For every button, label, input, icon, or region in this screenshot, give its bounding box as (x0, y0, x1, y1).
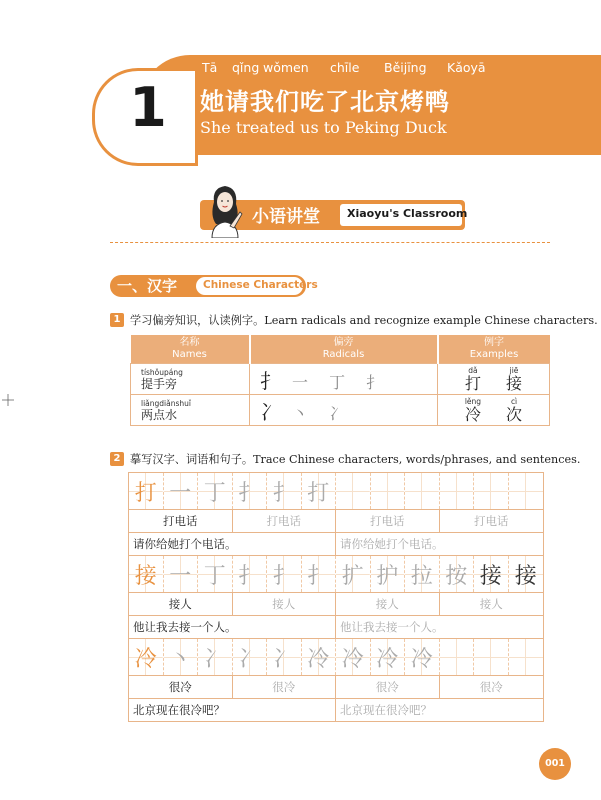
tracing-cell[interactable]: 打 (302, 473, 337, 509)
word-trace[interactable]: 接人 (336, 593, 440, 615)
instruction-english: Trace Chinese characters, words/phrases, and sentences. (253, 453, 581, 466)
radical-name-pinyin: tíshǒupáng (141, 367, 183, 377)
sentence-model: 北京现在很冷吧？ (129, 699, 336, 721)
radical-name-cell (131, 364, 250, 395)
pinyin-word: qǐng (232, 60, 260, 75)
header-en: Radicals (322, 349, 365, 360)
divider (110, 242, 550, 243)
radical-name-pinyin: liǎngdiǎnshuǐ (141, 398, 191, 408)
table-header-row (131, 335, 550, 364)
tracing-word-row (128, 675, 544, 698)
radical-name-cell (131, 395, 250, 426)
instruction-chinese: 摹写汉字、词语和句子。 (130, 453, 254, 466)
instruction-chinese: 学习偏旁知识，认读例字。 (130, 314, 265, 327)
tracing-word-row (128, 509, 544, 532)
exercise-number-badge: 2 (110, 452, 124, 466)
exercise-instruction (130, 312, 598, 328)
column-header-names (131, 335, 250, 364)
tracing-cell[interactable]: 扌 (233, 556, 268, 592)
table-row (131, 395, 550, 426)
tracing-cell[interactable]: 拉 (405, 556, 440, 592)
word-trace[interactable]: 很冷 (336, 676, 440, 698)
pinyin-word: Běijīng (384, 60, 427, 75)
pinyin-word: Tā (202, 60, 218, 75)
word-trace[interactable]: 打电话 (336, 510, 440, 532)
tracing-cell[interactable]: 扌 (267, 556, 302, 592)
tracing-sentence-row (128, 698, 544, 722)
example-character: jiē 接 (506, 365, 523, 393)
word-trace[interactable]: 很冷 (479, 680, 503, 694)
tracing-cell[interactable]: 按 (440, 556, 475, 592)
tracing-cell[interactable]: 冷 (405, 639, 440, 675)
table-row (131, 364, 550, 395)
header-en: Examples (469, 349, 519, 360)
tracing-cell[interactable]: 冫 (198, 639, 233, 675)
tracing-cell[interactable]: 打 (129, 473, 164, 509)
radicals-table (130, 335, 550, 426)
header-zh: 偏旁 (333, 337, 354, 348)
word-trace[interactable]: 打电话 (233, 510, 337, 532)
tracing-cell[interactable] (371, 473, 406, 509)
lesson-title-chinese: 她请我们吃了北京烤鸭 (200, 88, 450, 116)
examples-cell (438, 395, 550, 426)
tracing-cell[interactable]: 冷 (302, 639, 337, 675)
section-title-chinese: 一、汉字 (117, 277, 178, 295)
tracing-cell[interactable]: 扌 (267, 473, 302, 509)
tracing-cell[interactable] (405, 473, 440, 509)
tracing-character-row (128, 638, 544, 675)
tracing-cell[interactable]: 接 (129, 556, 164, 592)
word-model: 打电话 (129, 510, 233, 532)
radical-cell (250, 364, 438, 395)
tracing-cell[interactable]: 一 (164, 556, 199, 592)
radical-stroke-order: 一 丁 扌 (292, 372, 391, 392)
example-character: cì 次 (506, 396, 523, 424)
sentence-trace[interactable]: 北京现在很冷吧？ (340, 703, 432, 717)
tracing-cell[interactable]: 扌 (302, 556, 337, 592)
tracing-cell[interactable]: 冫 (233, 639, 268, 675)
tracing-cell[interactable]: 冷 (336, 639, 371, 675)
sentence-model: 请你给她打个电话。 (129, 533, 336, 555)
tracing-cell[interactable]: 接 (509, 556, 544, 592)
tracing-cell[interactable]: 丁 (198, 473, 233, 509)
tracing-cell[interactable] (474, 639, 509, 675)
tracing-sentence-row (128, 615, 544, 638)
examples-cell (438, 364, 550, 395)
radical-name-chinese: 两点水 (141, 407, 178, 422)
word-trace[interactable]: 接人 (479, 597, 503, 611)
exercise-number-badge: 1 (110, 313, 124, 327)
word-trace[interactable]: 打电话 (474, 514, 509, 528)
radical-glyph: 扌 (260, 368, 280, 393)
word-model: 接人 (129, 593, 233, 615)
tracing-cell[interactable]: 丁 (198, 556, 233, 592)
header-en: Names (172, 349, 207, 360)
classroom-title-english: Xiaoyu's Classroom (347, 207, 468, 220)
sentence-trace[interactable]: 他让我去接一个人。 (340, 620, 444, 634)
example-character: dǎ 打 (464, 365, 481, 393)
radical-stroke-order: 丶 冫 (292, 403, 354, 423)
page-number: 001 (539, 748, 571, 780)
xiaoyu-character-illustration (200, 182, 250, 238)
tracing-cell[interactable] (440, 473, 475, 509)
sentence-model: 他让我去接一个人。 (129, 616, 336, 638)
radical-cell (250, 395, 438, 426)
tracing-cell[interactable] (509, 473, 544, 509)
tracing-character-row (128, 472, 544, 509)
tracing-cell[interactable] (509, 639, 544, 675)
tracing-cell[interactable] (474, 473, 509, 509)
tracing-cell[interactable]: 丶 (164, 639, 199, 675)
example-character: lěng 冷 (464, 396, 482, 424)
tracing-cell[interactable]: 冷 (371, 639, 406, 675)
tracing-cell[interactable]: 接 (474, 556, 509, 592)
lesson-number: 1 (129, 76, 167, 139)
tracing-sentence-row (128, 532, 544, 555)
instruction-english: Learn radicals and recognize example Chinese characters. (264, 314, 598, 327)
tracing-cell[interactable] (336, 473, 371, 509)
pinyin-word: Kǎoyā (447, 60, 486, 75)
pinyin-word: chīle (330, 60, 360, 75)
registration-mark-icon (2, 394, 14, 406)
header-zh: 例字 (484, 337, 504, 348)
tracing-cell[interactable]: 护 (371, 556, 406, 592)
pinyin-word: wǒmen (263, 60, 309, 75)
radical-name-chinese: 提手旁 (141, 376, 178, 391)
radical-glyph: 冫 (260, 399, 280, 424)
word-trace[interactable]: 接人 (233, 593, 337, 615)
tracing-cell[interactable]: 扌 (233, 473, 268, 509)
exercise-instruction (130, 451, 580, 467)
lesson-title-english: She treated us to Peking Duck (200, 118, 447, 137)
header-zh: 名称 (179, 337, 200, 348)
tracing-cell[interactable]: 扩 (336, 556, 371, 592)
tracing-grid (128, 472, 544, 722)
tracing-cell[interactable] (440, 639, 475, 675)
tracing-cell[interactable]: 冷 (129, 639, 164, 675)
tracing-character-row (128, 555, 544, 592)
classroom-title-chinese: 小语讲堂 (252, 207, 320, 227)
column-header-examples (438, 335, 550, 364)
tracing-cell[interactable]: 冫 (267, 639, 302, 675)
tracing-word-row (128, 592, 544, 615)
word-model: 很冷 (129, 676, 233, 698)
sentence-trace[interactable]: 请你给她打个电话。 (340, 537, 444, 551)
word-trace[interactable]: 很冷 (233, 676, 337, 698)
section-title-english: Chinese Characters (203, 279, 318, 291)
column-header-radicals (250, 335, 438, 364)
tracing-cell[interactable]: 一 (164, 473, 199, 509)
